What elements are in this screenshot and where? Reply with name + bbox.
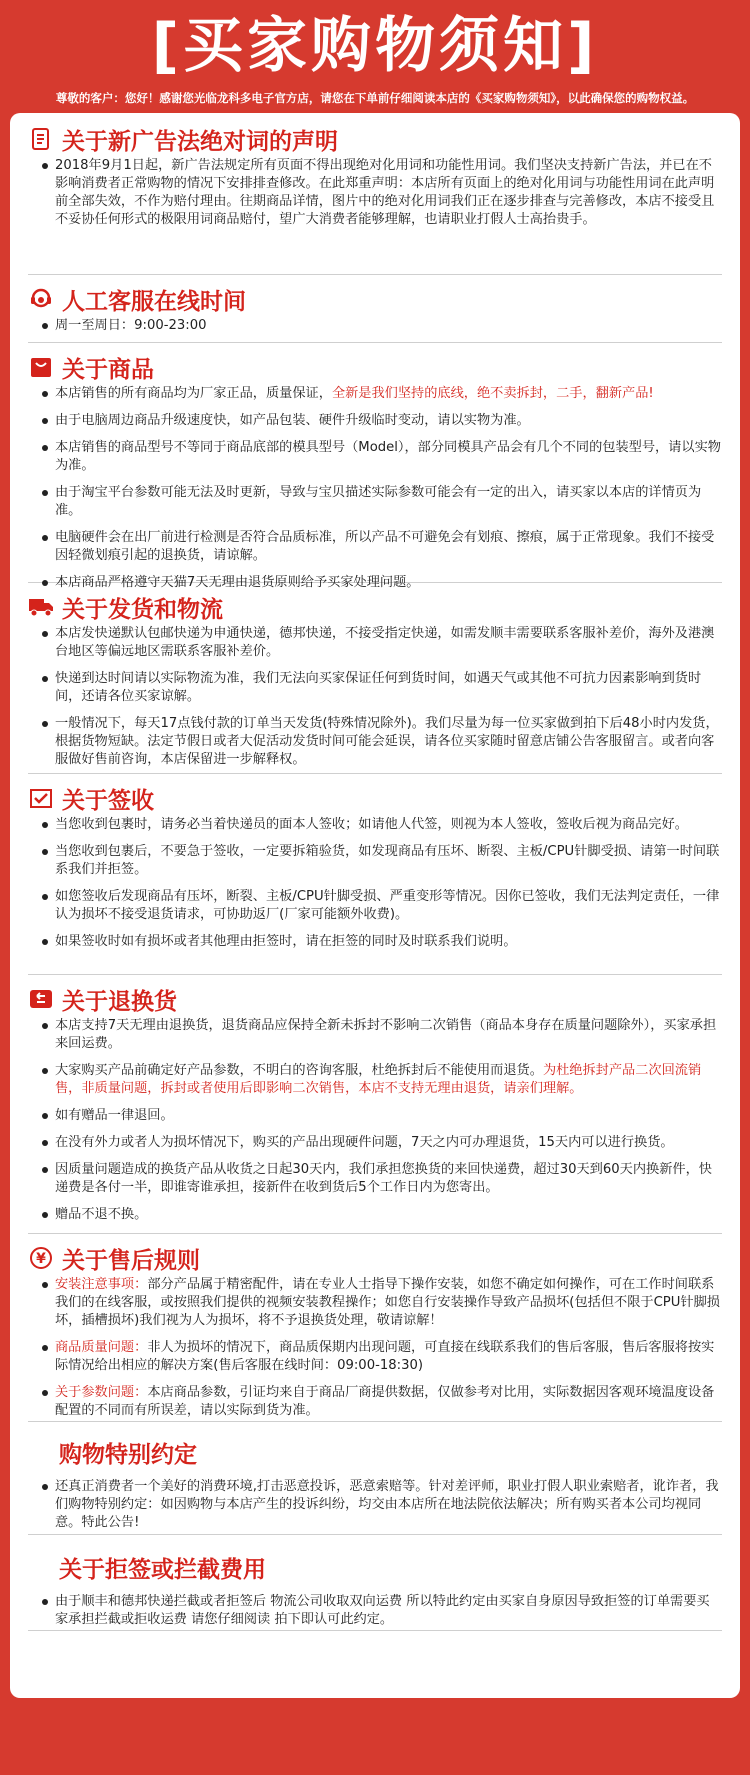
- list-item: 如有赠品一律退回。: [41, 1107, 722, 1125]
- section-title: 关于签收: [62, 787, 154, 814]
- item-label: 安装注意事项：: [55, 1277, 148, 1292]
- section-service: [28, 275, 722, 343]
- list-item: 如您签收后发现商品有压坏，断裂、主板/CPU针脚受损、严重变形等情况。因你已签收，我们无法判定责任，一律认为损坏不接受退货请求，可协助返厂(厂家可能额外收费)。: [41, 888, 722, 924]
- document-icon: [28, 126, 54, 152]
- list-item: 本店发快递默认包邮快递为申通快递，德邦快递，不接受指定快递，如需发顺丰需要联系客服补差价，海外及港澳台地区等偏远地区需联系客服补差价。: [41, 625, 722, 661]
- list-item: 本店销售的所有商品均为厂家正品，质量保证，全新是我们坚持的底线，绝不卖拆封，二手，翻新产品!: [41, 385, 722, 403]
- list-item: 如果签收时如有损坏或者其他理由拒签时，请在拒签的同时及时联系我们说明。: [41, 933, 722, 951]
- item-label: 商品质量问题：: [55, 1340, 148, 1355]
- section-receipt: [28, 774, 722, 975]
- page-title: [买家购物须知]: [151, 11, 599, 81]
- section-returns: [28, 975, 722, 1234]
- check-box-icon: [28, 785, 54, 811]
- section-refusal: [28, 1535, 722, 1631]
- section-title: 关于商品: [62, 356, 154, 383]
- highlight-text: 全新是我们坚持的底线，绝不卖拆封，二手，翻新产品!: [331, 386, 654, 401]
- list-item: 安装注意事项：部分产品属于精密配件，请在专业人士指导下操作安装，如您不确定如何操作，可在工作时间联系我们的在线客服，或按照我们提供的视频安装教程操作；如您自行安装操作导致产品损坏(包括但不限于CPU针脚损坏，插槽损坏)我们视为人为损坏，将不予退换货处理，敬请谅解！: [41, 1276, 722, 1330]
- section-title: 购物特别约定: [59, 1441, 197, 1468]
- section-special: [28, 1422, 722, 1535]
- list-item: 由于顺丰和德邦快递拦截或者拒签后 物流公司收取双向运费 所以特此约定由买家自身原因导致拒签的订单需要买家承担拦截或拒收运费 请您仔细阅读 拍下即认可此约定。: [41, 1593, 722, 1629]
- intro-text: 尊敬的客户：您好！感谢您光临龙科多电子官方店，请您在下单前仔细阅读本店的《买家购物须知》，以此确保您的购物权益。: [55, 91, 695, 105]
- list-item: 赠品不退不换。: [41, 1206, 722, 1224]
- list-item: 因质量问题造成的换货产品从收货之日起30天内，我们承担您换货的来回快递费，超过30天到60天内换新件，快递费是各付一半，即谁寄谁承担，接新件在收到货后5个工作日内为您寄出。: [41, 1161, 722, 1197]
- yen-icon: [28, 1245, 54, 1271]
- shopping-bag-icon: [28, 354, 54, 380]
- list-item: 由于电脑周边商品升级速度快，如产品包装、硬件升级临时变动，请以实物为准。: [41, 412, 722, 430]
- highlight-text: 为杜绝拆封产品二次回流销售，非质量问题，拆封或者使用后即影响二次销售，本店不支持无理由退货，请亲们理解。: [55, 1063, 702, 1096]
- return-arrow-icon: [28, 986, 54, 1012]
- list-item: 周一至周日：9:00-23:00: [41, 317, 722, 335]
- list-item: 由于淘宝平台参数可能无法及时更新，导致与宝贝描述实际参数可能会有一定的出入，请买家以本店的详情页为准。: [41, 484, 722, 520]
- list-item: 快递到达时间请以实际物流为准，我们无法向买家保证任何到货时间，如遇天气或其他不可抗力因素影响到货时间，还请各位买家谅解。: [41, 670, 722, 706]
- section-title: 关于售后规则: [62, 1247, 200, 1274]
- section-title: 关于拒签或拦截费用: [59, 1556, 266, 1583]
- list-item: 在没有外力或者人为损坏情况下，购买的产品出现硬件问题，7天之内可办理退货，15天内可以进行换货。: [41, 1134, 722, 1152]
- list-item: 本店商品严格遵守天猫7天无理由退货原则给予买家处理问题。: [41, 574, 722, 592]
- list-item: 当您收到包裹后，不要急于签收，一定要拆箱验货，如发现商品有压坏、断裂、主板/CPU针脚受损、请第一时间联系我们并拒签。: [41, 843, 722, 879]
- section-title: 关于退换货: [62, 988, 177, 1015]
- item-label: 关于参数问题：: [55, 1385, 148, 1400]
- section-title: 关于新广告法绝对词的声明: [62, 128, 338, 155]
- section-shipping: [28, 583, 722, 774]
- notice-card: [10, 113, 740, 1698]
- list-item: 本店支持7天无理由退换货，退货商品应保持全新未拆封不影响二次销售（商品本身存在质量问题除外），买家承担来回运费。: [41, 1017, 722, 1053]
- header-banner: [0, 0, 750, 112]
- section-aftersale: [28, 1234, 722, 1422]
- list-item: 当您收到包裹时，请务必当着快递员的面本人签收；如请他人代签，则视为本人签收，签收后视为商品完好。: [41, 816, 722, 834]
- section-goods: [28, 343, 722, 590]
- truck-icon: [28, 594, 54, 620]
- list-item: 一般情况下，每天17点钱付款的订单当天发货(特殊情况除外)。我们尽量为每一位买家做到拍下后48小时内发货，根据货物短缺。法定节假日或者大促活动发货时间可能会延误，请各位买家随时留意店铺公告客服留言。或者向客服做好售前咨询，本店保留进一步解释权。: [41, 715, 722, 769]
- section-title: 关于发货和物流: [62, 596, 223, 623]
- list-item: 电脑硬件会在出厂前进行检测是否符合品质标准，所以产品不可避免会有划痕、擦痕，属于正常现象。我们不接受因轻微划痕引起的退换货，请谅解。: [41, 529, 722, 565]
- svg-text:¥: ¥: [36, 1251, 46, 1267]
- section-ad-law: [28, 113, 722, 275]
- list-item: 商品质量问题：非人为损坏的情况下，商品质保期内出现问题，可直接在线联系我们的售后客服，售后客服将按实际情况给出相应的解决方案(售后客服在线时间：09:00-18:30): [41, 1339, 722, 1375]
- list-item: 大家购买产品前确定好产品参数，不明白的咨询客服，杜绝拆封后不能使用而退货。为杜绝拆封产品二次回流销售，非质量问题，拆封或者使用后即影响二次销售，本店不支持无理由退货，请亲们理解。: [41, 1062, 722, 1098]
- list-item: 还真正消费者一个美好的消费环境,打击恶意投诉，恶意索赔等。针对差评师，职业打假人职业索赔者，讹诈者，我们购物特别约定：如因购物与本店产生的投诉纠纷，均交由本店所在地法院依法解决；所有购买者本公司均视同意。特此公告!: [41, 1478, 722, 1532]
- list-item: 本店销售的商品型号不等同于商品底部的模具型号（Model），部分同模具产品会有几个不同的包装型号，请以实物为准。: [41, 439, 722, 475]
- headset-icon: [28, 286, 54, 312]
- list-item: 2018年9月1日起，新广告法规定所有页面不得出现绝对化用词和功能性用词。我们坚决支持新广告法，并已在不影响消费者正常购物的情况下安排排查修改。在此郑重声明：本店所有页面上的绝对化用词与功能性用词在此声明前全部失效，不作为赔付理由。往期商品详情，图片中的绝对化用词我们正在逐步排查与完善修改，本店不接受且不妥协任何形式的极限用词商品赔付，望广大消费者能够理解，也请职业打假人士高抬贵手。: [41, 157, 722, 229]
- list-item: 关于参数问题：本店商品参数，引证均来自于商品厂商提供数据，仅做参考对比用，实际数据因客观环境温度设备配置的不同而有所误差，请以实际到货为准。: [41, 1384, 722, 1420]
- section-title: 人工客服在线时间: [62, 288, 246, 315]
